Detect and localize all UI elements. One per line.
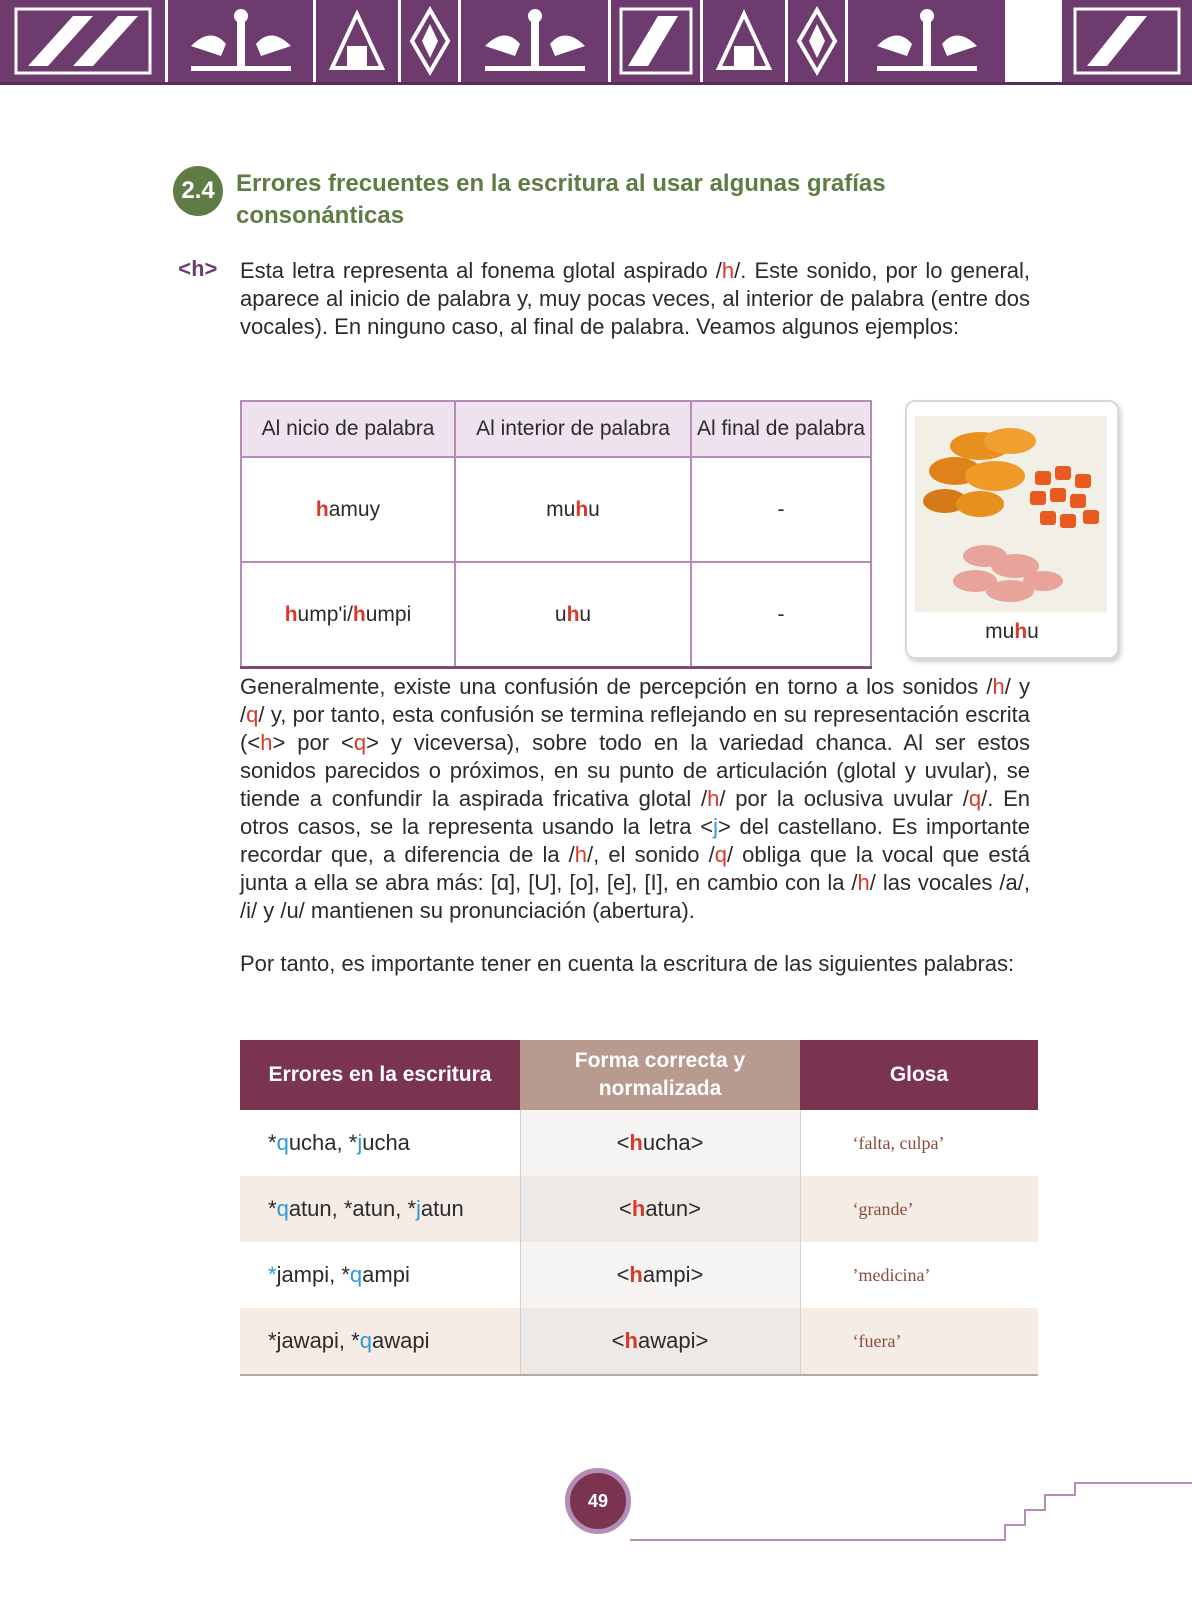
cell-end: - — [691, 562, 871, 668]
temple-pattern-icon-2 — [703, 0, 788, 82]
geometric-pattern-icon — [0, 0, 168, 82]
banner-gap — [1008, 0, 1062, 82]
geometric-pattern-icon-3 — [1062, 0, 1192, 82]
gloss-cell: ’medicina’ — [800, 1242, 1038, 1308]
correct-form-cell: <hawapi> — [520, 1308, 800, 1375]
cell-middle: muhu — [455, 457, 691, 562]
examples-table-header — [241, 401, 871, 457]
error-cell: *qucha, *jucha — [240, 1110, 520, 1176]
error-cell: *jampi, *qampi — [240, 1242, 520, 1308]
section-title: Errores frecuentes en la escritura al usar algunas grafías consonánticas — [236, 170, 886, 229]
diamond-pattern-icon — [401, 0, 461, 82]
lead-in-paragraph: Por tanto, es importante tener en cuenta la escritura de las siguientes palabras: — [240, 951, 1015, 976]
decorative-stairs-line — [630, 1480, 1192, 1560]
gloss-cell: ‘grande’ — [800, 1176, 1038, 1242]
intro-paragraph: Esta letra representa al fonema glotal aspirado /h/. Este sonido, por lo general, aparece al inicio de palabra y, muy pocas veces, al interior de palabra (entre dos vocales). En ninguno caso, al final de palabra. Veamos algunos ejemplos: — [240, 258, 1031, 339]
birds-pattern-icon — [168, 0, 316, 82]
explanation-paragraph: Generalmente, existe una confusión de percepción en torno a los sonidos /h/ y /q/ y, por tanto, esta confusión se termina reflejando en su representación escrita (<h> por <q> y viceversa), sobre todo en la variedad chanca. Al ser estos sonidos parecidos o próximos, en su punto de articulación (glotal y uvular), se tiende a confundir la aspirada fricativa glotal /h/ por la oclusiva uvular /q/. En otros casos, se la representa usando la letra <j> del castellano. Es importante recordar que, a diferencia de la /h/, el sonido /q/ obliga que la vocal que está junta a ella se abra más: [ɑ], [U], [o], [e], [I], en cambio con la /h/ las vocales /a/, /i/ y /u/ mantienen su pronunciación (abertura). — [240, 674, 1031, 923]
header-gloss: Glosa — [800, 1040, 1038, 1110]
birds-pattern-icon-2 — [461, 0, 611, 82]
header-start: Al nicio de palabra — [241, 401, 455, 457]
examples-table — [240, 400, 872, 669]
cell-start: hump'i/humpi — [241, 562, 455, 668]
birds-pattern-icon-3 — [848, 0, 1008, 82]
cell-middle: uhu — [455, 562, 691, 668]
table-row — [241, 562, 871, 668]
correct-form-cell: <hampi> — [520, 1242, 800, 1308]
header-correct: Forma correcta y normalizada — [520, 1040, 800, 1110]
cell-end: - — [691, 457, 871, 562]
temple-pattern-icon — [316, 0, 401, 82]
header-end: Al final de palabra — [691, 401, 871, 457]
table-row — [240, 1110, 1038, 1176]
header-middle: Al interior de palabra — [455, 401, 691, 457]
table-row — [241, 457, 871, 562]
correct-form-cell: <hatun> — [520, 1176, 800, 1242]
image-caption: muhu — [985, 620, 1039, 643]
page-number: 49 — [565, 1468, 631, 1534]
error-cell: *qatun, *atun, *jatun — [240, 1176, 520, 1242]
spelling-table-header — [240, 1040, 1038, 1110]
muhu-image-card — [905, 400, 1119, 659]
error-cell: *jawapi, *qawapi — [240, 1308, 520, 1375]
table-row — [240, 1176, 1038, 1242]
cell-start: hamuy — [241, 457, 455, 562]
table-row — [240, 1308, 1038, 1375]
gloss-cell: ‘fuera’ — [800, 1308, 1038, 1375]
gloss-cell: ‘falta, culpa’ — [800, 1110, 1038, 1176]
correct-form-cell: <hucha> — [520, 1110, 800, 1176]
letter-tag: <h> — [178, 258, 218, 283]
section-number-badge: 2.4 — [173, 166, 223, 216]
geometric-pattern-icon-2 — [611, 0, 703, 82]
header-errors: Errores en la escritura — [240, 1040, 520, 1110]
spelling-table — [240, 1040, 1038, 1376]
dried-potato-illustration — [915, 416, 1107, 612]
table-row — [240, 1242, 1038, 1308]
diamond-pattern-icon-2 — [788, 0, 848, 82]
decorative-banner — [0, 0, 1192, 85]
